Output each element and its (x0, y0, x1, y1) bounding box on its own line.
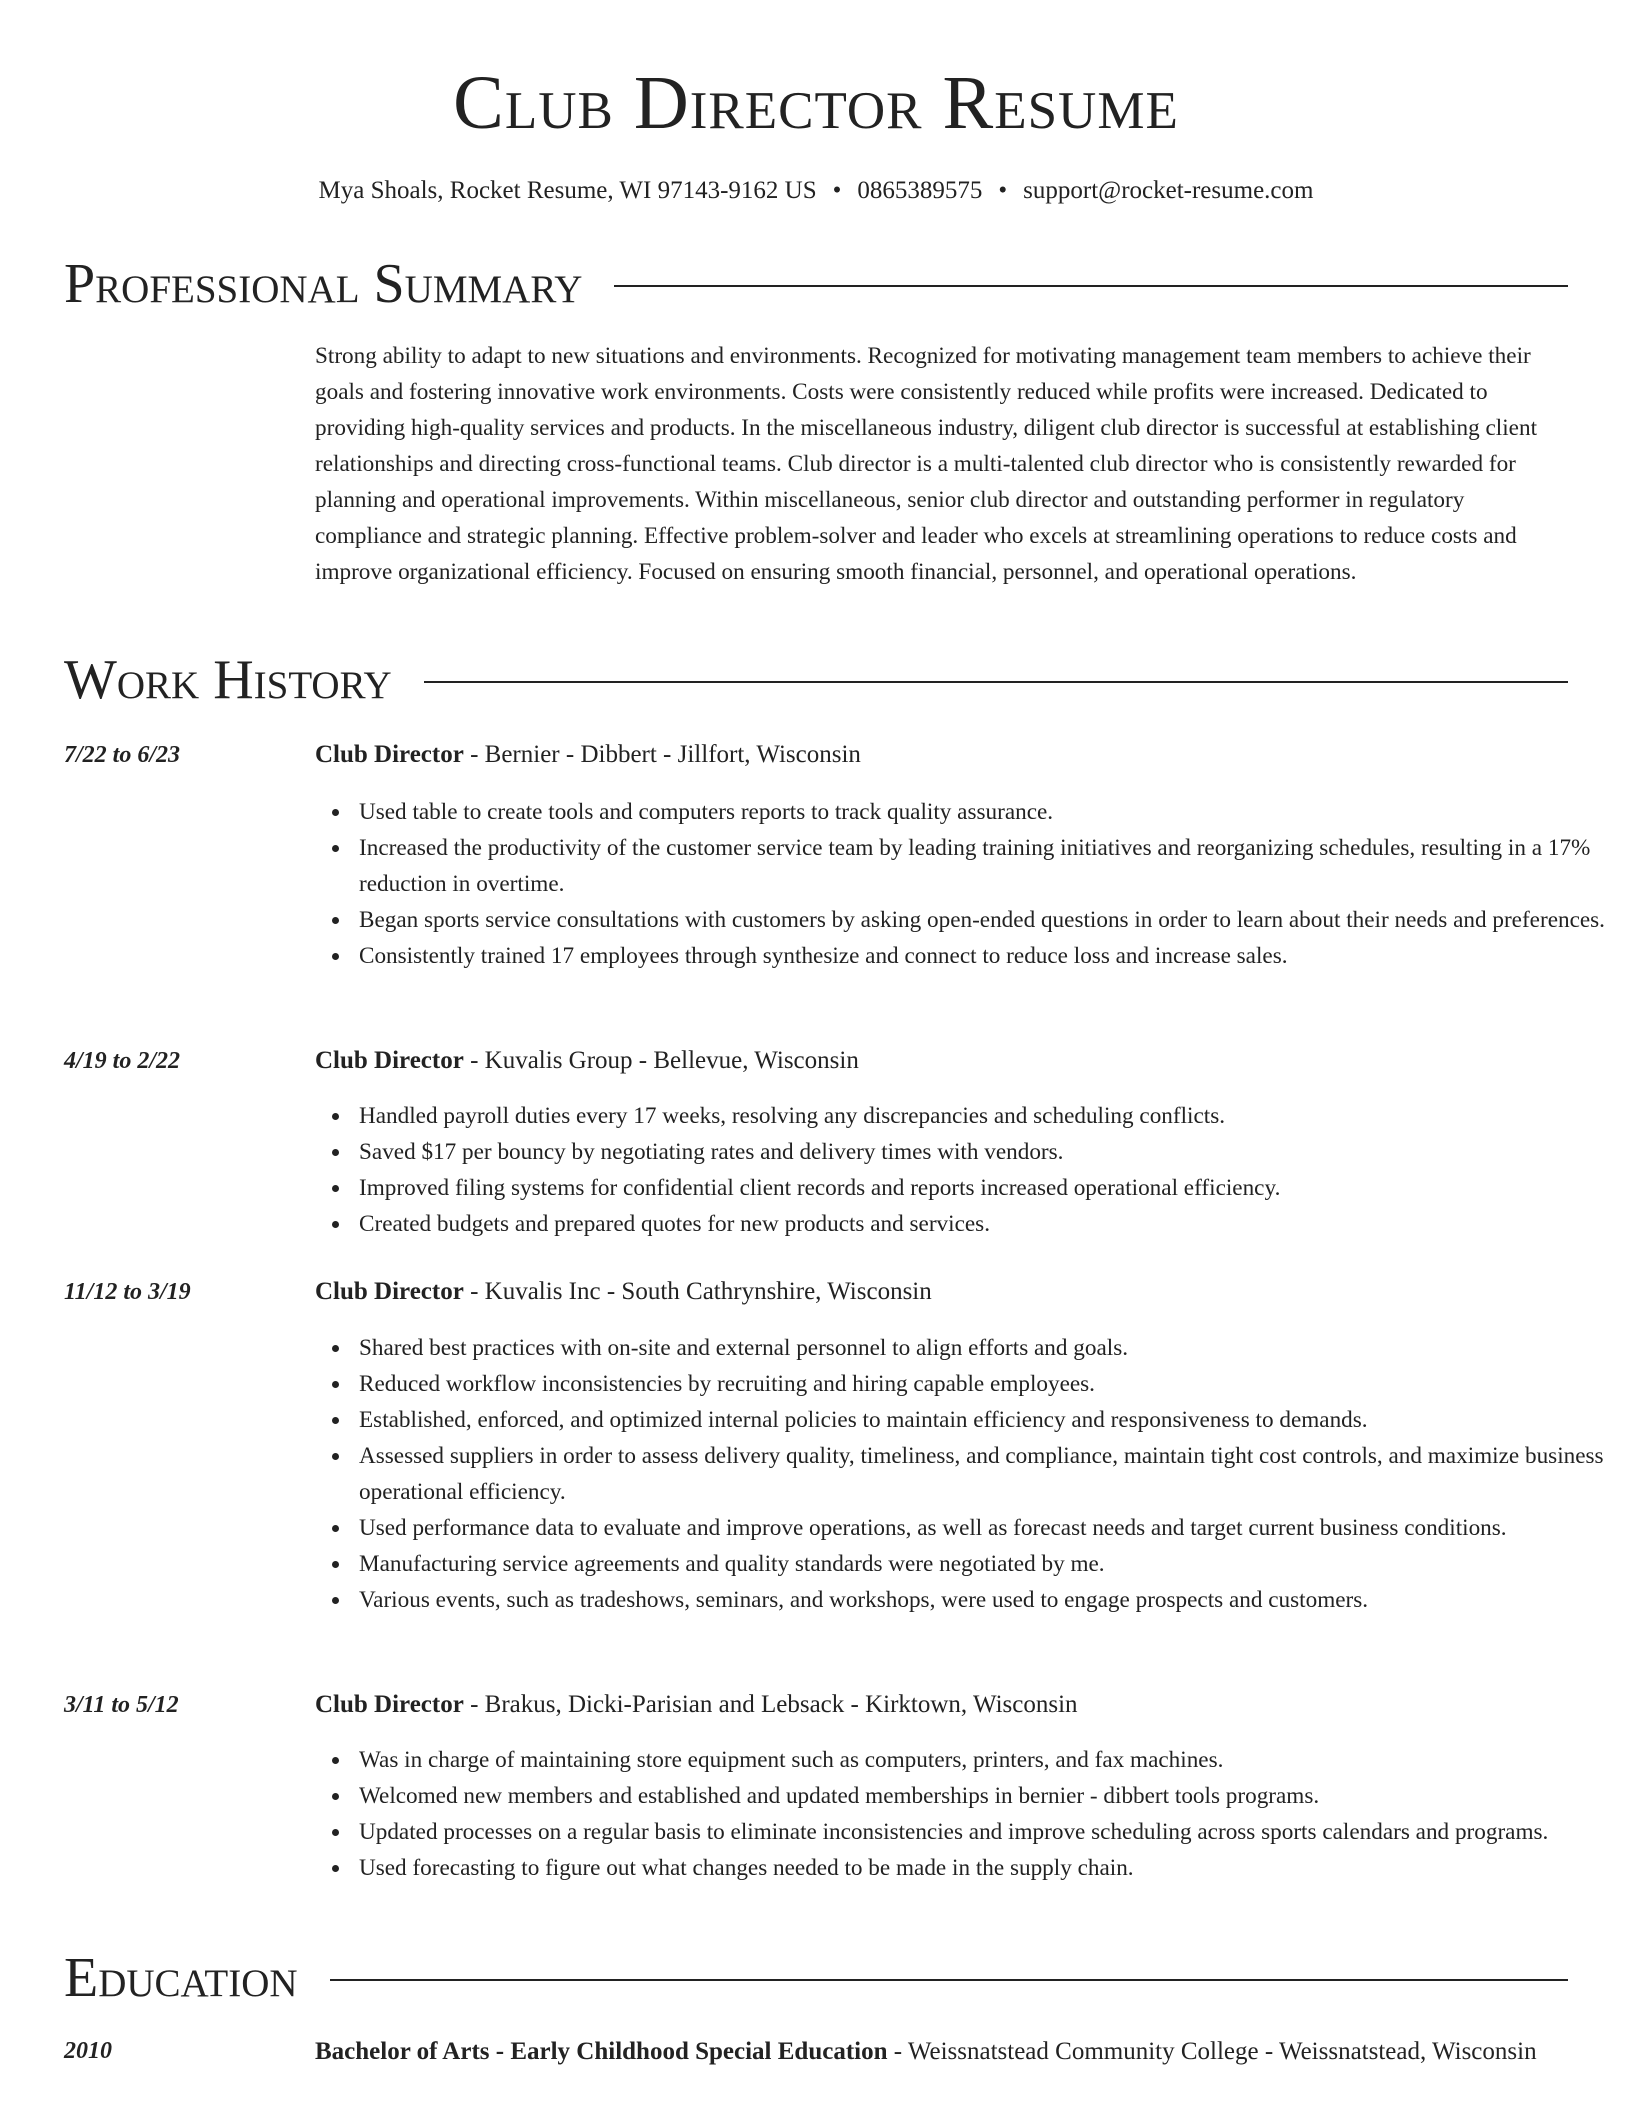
job-heading (315, 1275, 1568, 1309)
job-bullet: Was in charge of maintaining store equipment such as computers, printers, and fax machines. (359, 1742, 1609, 1778)
job-dates: 11/12 to 3/19 (64, 1279, 191, 1305)
education-heading-line (315, 2032, 1568, 2072)
contact-phone: 0865389575 (857, 177, 983, 204)
job-bullet: Welcomed new members and established and updated memberships in bernier - dibbert tools programs. (359, 1778, 1609, 1814)
job-bullets (315, 794, 1609, 974)
summary-section-header (64, 252, 1568, 316)
job-bullet: Created budgets and prepared quotes for new products and services. (359, 1206, 1609, 1242)
job-heading (315, 1688, 1568, 1722)
contact-line (0, 174, 1632, 208)
job-bullet: Assessed suppliers in order to assess delivery quality, timeliness, and compliance, maintain tight cost controls, and maximize business operational efficiency. (359, 1438, 1609, 1510)
contact-address: Mya Shoals, Rocket Resume, WI 97143-9162 US (318, 177, 817, 204)
job-title: Club Director (315, 1691, 464, 1718)
education-heading: Education (64, 1947, 298, 2009)
job-bullet: Established, enforced, and optimized internal policies to maintain efficiency and responsiveness to demands. (359, 1402, 1609, 1438)
job-bullet: Updated processes on a regular basis to eliminate inconsistencies and improve scheduling across sports calendars and programs. (359, 1814, 1609, 1850)
job-heading (315, 1044, 1568, 1078)
section-divider (424, 681, 1568, 683)
page-title: Club Director Resume (453, 61, 1179, 145)
job-bullet: Shared best practices with on-site and external personnel to align efforts and goals. (359, 1330, 1609, 1366)
job-employer: - Brakus, Dicki-Parisian and Lebsack - Kirktown, Wisconsin (463, 1691, 1078, 1718)
job-employer: - Bernier - Dibbert - Jillfort, Wisconsin (463, 741, 861, 768)
job-bullets (315, 1330, 1609, 1618)
job-employer: - Kuvalis Group - Bellevue, Wisconsin (463, 1047, 859, 1074)
contact-separator: • (832, 177, 842, 204)
summary-text: Strong ability to adapt to new situations and environments. Recognized for motivating management team members to achieve their goals and fostering innovative work environments. Costs were consistently reduced while profits were increased. Dedicated to providing high-quality services and products. In the miscellaneous industry, diligent club director is successful at establishing client relationships and directing cross-functional teams. Club director is a multi-talented club director who is consistently rewarded for planning and operational improvements. Within miscellaneous, senior club director and outstanding performer in regulatory compliance and strategic planning. Effective problem-solver and leader who excels at streamlining operations to reduce costs and improve organizational efficiency. Focused on ensuring smooth financial, personnel, and operational operations. (315, 343, 1538, 585)
job-bullet: Improved filing systems for confidential client records and reports increased operational efficiency. (359, 1170, 1609, 1206)
education-year: 2010 (64, 2038, 112, 2064)
section-divider (614, 285, 1568, 287)
work-heading: Work History (64, 649, 392, 711)
job-bullet: Manufacturing service agreements and quality standards were negotiated by me. (359, 1546, 1609, 1582)
job-title: Club Director (315, 741, 464, 768)
job-dates: 3/11 to 5/12 (64, 1692, 179, 1718)
contact-email: support@rocket-resume.com (1023, 177, 1314, 204)
education-school: - Weissnatstead Community College - Weissnatstead, Wisconsin (887, 2038, 1537, 2065)
job-bullet: Handled payroll duties every 17 weeks, resolving any discrepancies and scheduling conflicts. (359, 1098, 1609, 1134)
job-employer: - Kuvalis Inc - South Cathrynshire, Wisconsin (463, 1278, 932, 1305)
job-bullet: Used forecasting to figure out what changes needed to be made in the supply chain. (359, 1850, 1609, 1886)
job-bullet: Various events, such as tradeshows, seminars, and workshops, were used to engage prospects and customers. (359, 1582, 1609, 1618)
summary-heading: Professional Summary (64, 253, 583, 315)
job-bullets (315, 1742, 1609, 1886)
job-bullet: Reduced workflow inconsistencies by recruiting and hiring capable employees. (359, 1366, 1609, 1402)
job-heading (315, 738, 1568, 772)
job-bullet: Used performance data to evaluate and improve operations, as well as forecast needs and target current business conditions. (359, 1510, 1609, 1546)
job-dates: 7/22 to 6/23 (64, 742, 181, 768)
section-divider (330, 1979, 1568, 1981)
job-bullets (315, 1098, 1609, 1242)
education-section-header (64, 1946, 1568, 2010)
job-bullet: Used table to create tools and computers reports to track quality assurance. (359, 794, 1609, 830)
job-bullet: Began sports service consultations with customers by asking open-ended questions in order to learn about their needs and preferences. (359, 902, 1609, 938)
job-title: Club Director (315, 1278, 464, 1305)
work-section-header (64, 648, 1568, 712)
job-bullet: Saved $17 per bouncy by negotiating rates and delivery times with vendors. (359, 1134, 1609, 1170)
contact-separator: • (998, 177, 1008, 204)
education-degree: Bachelor of Arts - Early Childhood Special Education (315, 2038, 888, 2065)
job-dates: 4/19 to 2/22 (64, 1048, 181, 1074)
job-bullet: Consistently trained 17 employees through synthesize and connect to reduce loss and increase sales. (359, 938, 1609, 974)
job-title: Club Director (315, 1047, 464, 1074)
job-bullet: Increased the productivity of the customer service team by leading training initiatives and reorganizing schedules, resulting in a 17% reduction in overtime. (359, 830, 1609, 902)
